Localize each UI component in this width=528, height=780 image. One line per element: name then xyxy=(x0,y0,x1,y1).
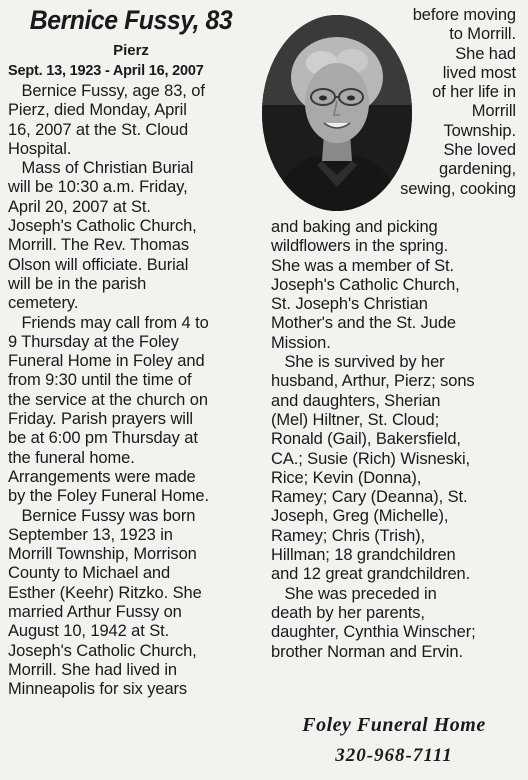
obituary-text-line: husband, Arthur, Pierz; sons xyxy=(271,372,475,391)
obituary-text-line: CA.; Susie (Rich) Wisneski, xyxy=(271,449,471,468)
obituary-text-line: the funeral home. xyxy=(8,448,135,467)
obituary-text-line: Olson will officiate. Burial xyxy=(8,255,189,274)
obituary-text-line: She loved xyxy=(443,141,516,160)
obituary-text-line: by the Foley Funeral Home. xyxy=(8,487,209,506)
obituary-text-line: Rice; Kevin (Donna), xyxy=(271,468,422,487)
obituary-text-line: Arrangements were made xyxy=(8,467,196,486)
obituary-text-line: Joseph, Greg (Michelle), xyxy=(271,507,449,526)
funeral-home-phone: 320-968-7111 xyxy=(335,745,453,766)
obituary-text-line: Bernice Fussy was born xyxy=(8,506,196,525)
obituary-text-line: and 12 great grandchildren. xyxy=(271,565,471,584)
obituary-text-line: lived most xyxy=(442,63,516,82)
obituary-right-column-bottom xyxy=(271,218,476,662)
obituary-text-line: 16, 2007 at the St. Cloud xyxy=(8,120,189,139)
obituary-text-line: Minneapolis for six years xyxy=(8,680,188,699)
obituary-text-line: Hospital. xyxy=(8,139,72,158)
obituary-location: Pierz xyxy=(113,42,149,59)
obituary-text-line: Funeral Home in Foley and xyxy=(8,352,205,371)
obituary-text-line: 9 Thursday at the Foley xyxy=(8,332,179,351)
obituary-text-line: brother Norman and Ervin. xyxy=(271,642,463,661)
obituary-text-line: St. Joseph's Christian xyxy=(271,295,428,314)
obituary-text-line: to Morrill. xyxy=(449,25,516,44)
obituary-text-line: County to Michael and xyxy=(8,564,171,583)
obituary-text-line: married Arthur Fussy on xyxy=(8,603,182,622)
obituary-text-line: Mother's and the St. Jude xyxy=(271,314,457,333)
obituary-life-dates: Sept. 13, 1923 - April 16, 2007 xyxy=(8,63,204,79)
obituary-text-line: Ronald (Gail), Bakersfield, xyxy=(271,430,461,449)
obituary-name-heading: Bernice Fussy, 83 xyxy=(29,5,233,35)
obituary-text-line: Mass of Christian Burial xyxy=(8,159,194,178)
obituary-text-line: Friday. Parish prayers will xyxy=(8,410,193,429)
obituary-text-line: Hillman; 18 grandchildren xyxy=(271,546,456,565)
obituary-text-line: She is survived by her xyxy=(271,353,445,372)
obituary-text-line: be at 6:00 pm Thursday at xyxy=(8,429,198,448)
obituary-text-line: Ramey; Cary (Deanna), St. xyxy=(271,488,468,507)
obituary-text-line: April 20, 2007 at St. xyxy=(8,197,151,216)
obituary-text-line: August 10, 1942 at St. xyxy=(8,622,170,641)
obituary-text-line: gardening, xyxy=(439,160,516,179)
obituary-text-line: will be in the parish xyxy=(8,274,147,293)
obituary-text-line: Joseph's Catholic Church, xyxy=(8,641,197,660)
obituary-text-line: Mission. xyxy=(271,333,331,352)
obituary-text-line: from 9:30 until the time of xyxy=(8,371,192,390)
portrait-photo-image xyxy=(262,15,412,211)
obituary-text-line: cemetery. xyxy=(8,294,79,313)
portrait-photo xyxy=(262,15,412,211)
obituary-text-line: sewing, cooking xyxy=(400,179,516,198)
obituary-text-line: Joseph's Catholic Church, xyxy=(8,217,197,236)
obituary-text-line: wildflowers in the spring. xyxy=(271,237,449,256)
obituary-text-line: of her life in xyxy=(432,83,516,102)
obituary-text-line: Morrill Township, Morrison xyxy=(8,545,197,564)
obituary-text-line: Joseph's Catholic Church, xyxy=(271,275,460,294)
obituary-text-line: Friends may call from 4 to xyxy=(8,313,209,332)
obituary-text-line: daughter, Cynthia Winscher; xyxy=(271,623,476,642)
obituary-text-line: September 13, 1923 in xyxy=(8,525,173,544)
obituary-text-line: Morrill. The Rev. Thomas xyxy=(8,236,189,255)
obituary-text-line: death by her parents, xyxy=(271,603,425,622)
obituary-text-line: and daughters, Sherian xyxy=(271,391,441,410)
obituary-text-line: Esther (Keehr) Ritzko. She xyxy=(8,583,202,602)
obituary-text-line: Morrill. She had lived in xyxy=(8,660,177,679)
obituary-text-line: She was a member of St. xyxy=(271,256,454,275)
obituary-text-line: will be 10:30 a.m. Friday, xyxy=(8,178,188,197)
obituary-text-line: She was preceded in xyxy=(271,584,437,603)
obituary-text-line: Pierz, died Monday, April xyxy=(8,101,187,120)
obituary-right-column-top xyxy=(0,6,516,199)
obituary-text-line: Township. xyxy=(443,121,516,140)
funeral-home-signature: Foley Funeral Home xyxy=(302,714,486,736)
obituary-text-line: the service at the church on xyxy=(8,390,208,409)
obituary-text-line: before moving xyxy=(412,6,516,24)
obituary-text-line: (Mel) Hiltner, St. Cloud; xyxy=(271,410,440,429)
obituary-text-line: She had xyxy=(455,44,516,63)
obituary-text-line: Bernice Fussy, age 83, of xyxy=(8,82,205,100)
obituary-text-line: Morrill xyxy=(471,102,516,121)
obituary-text-line: Ramey; Chris (Trish), xyxy=(271,526,426,545)
obituary-text-line: and baking and picking xyxy=(271,218,438,236)
